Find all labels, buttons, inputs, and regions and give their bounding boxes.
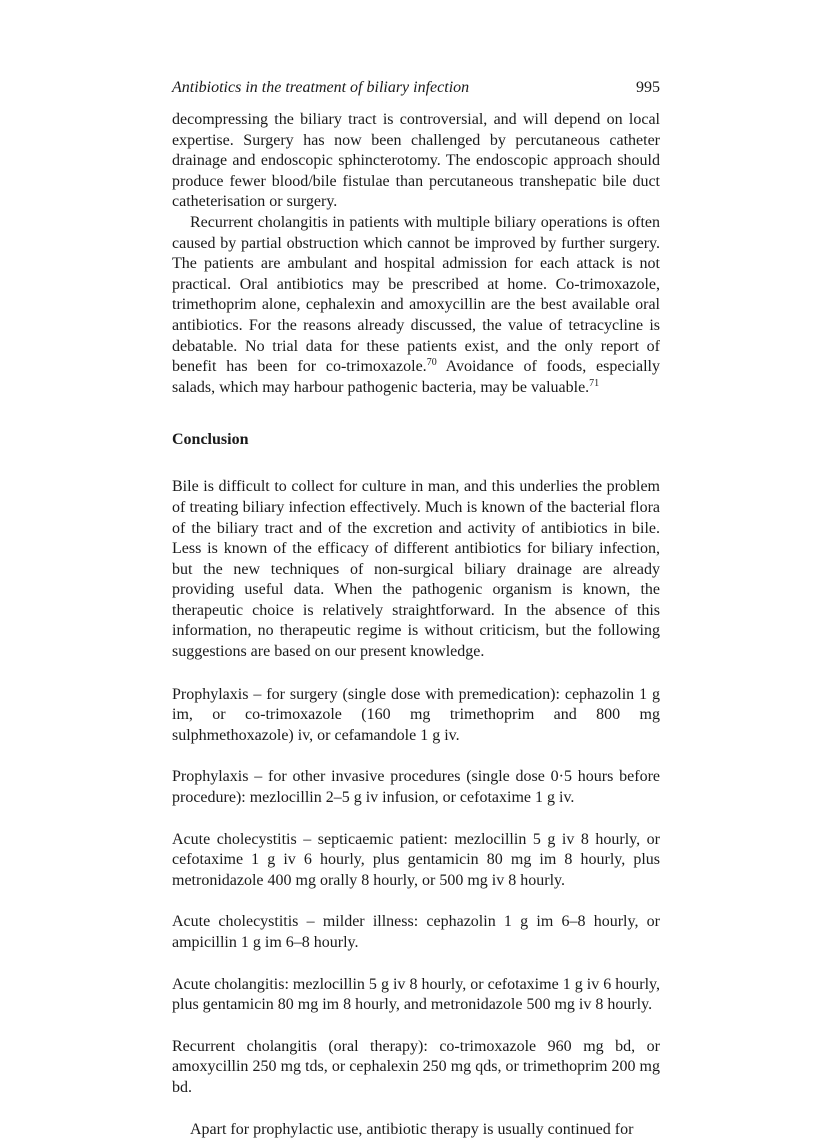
paragraph-therapy-duration: Apart for prophylactic use, antibiotic therapy is usually continued for <box>190 1120 634 1138</box>
paragraph-recurrent-cholangitis <box>172 213 660 398</box>
reference-71: 71 <box>589 377 600 389</box>
page-content <box>172 78 660 1140</box>
paragraph-prophylaxis-invasive: Prophylaxis – for other invasive procedures (single dose 0·5 hours before procedure): mezlocillin 2–5 g iv infusion, or cefotaxime 1 g iv. <box>172 768 660 807</box>
paragraph-text: Recurrent cholangitis in patients with multiple biliary operations is often caused by partial obstruction which cannot be improved by further surgery. The patients are ambulant and hospital admission for each attack is not practical. Oral antibiotics may be prescribed at home. Co-trimoxazole, trimethoprim alone, cephalexin and amoxycillin are the best available oral antibiotics. For the reasons already discussed, the value of tetracycline is debatable. No trial data for these patients exist, and the only report of benefit has been for co-trimoxazole. <box>172 213 660 376</box>
reference-70: 70 <box>426 357 437 369</box>
paragraph-prophylaxis-surgery: Prophylaxis – for surgery (single dose with premedication): cephazolin 1 g im, or co-trimoxazole (160 mg trimethoprim and 800 mg sulphmethoxazole) iv, or cefamandole 1 g iv. <box>172 685 660 744</box>
page-number: 995 <box>636 79 660 96</box>
paragraph-text: Avoidance of foods, especially salads, which may harbour pathogenic bacteria, may be valuable. <box>172 358 660 396</box>
paragraph-conclusion: Bile is difficult to collect for culture in man, and this underlies the problem of treating biliary infection effectively. Much is known of the bacterial flora of the biliary tract and of the excretion and activity of antibiotics in bile. Less is known of the efficacy of different antibiotics for biliary infection, but the new techniques of non-surgical biliary drainage are already providing useful data. When the pathogenic organism is known, the therapeutic choice is relatively straightforward. In the absence of this information, no therapeutic regime is without criticism, but the following suggestions are based on our present knowledge. <box>172 478 660 661</box>
paragraph-acute-cholangitis: Acute cholangitis: mezlocillin 5 g iv 8 hourly, or cefotaxime 1 g iv 6 hourly, plus gentamicin 80 mg im 8 hourly, and metronidazole 500 mg iv 8 hourly. <box>172 975 660 1014</box>
paragraph-acute-cholecystitis-septicaemic: Acute cholecystitis – septicaemic patient: mezlocillin 5 g iv 8 hourly, or cefotaxime 1 g iv 6 hourly, plus gentamicin 80 mg im 8 hourly, plus metronidazole 400 mg orally 8 hourly, or 500 mg iv 8 hourly. <box>172 830 660 889</box>
section-heading-conclusion: Conclusion <box>172 431 249 449</box>
paragraph-recurrent-cholangitis-oral: Recurrent cholangitis (oral therapy): co-trimoxazole 960 mg bd, or amoxycillin 250 mg tds, or cephalexin 250 mg qds, or trimethoprim 200 mg bd. <box>172 1037 660 1096</box>
paragraph-acute-cholecystitis-milder: Acute cholecystitis – milder illness: cephazolin 1 g im 6–8 hourly, or ampicillin 1 g im 6–8 hourly. <box>172 913 660 951</box>
running-head <box>172 78 660 98</box>
paragraph-decompression: decompressing the biliary tract is controversial, and will depend on local expertise. Surgery has now been challenged by percutaneous catheter drainage and endoscopic sphincterotomy. The endoscopic approach should produce fewer blood/bile fistulae than percutaneous transhepatic bile duct catheterisation or surgery. <box>172 111 660 211</box>
running-title: Antibiotics in the treatment of biliary infection <box>172 79 470 96</box>
